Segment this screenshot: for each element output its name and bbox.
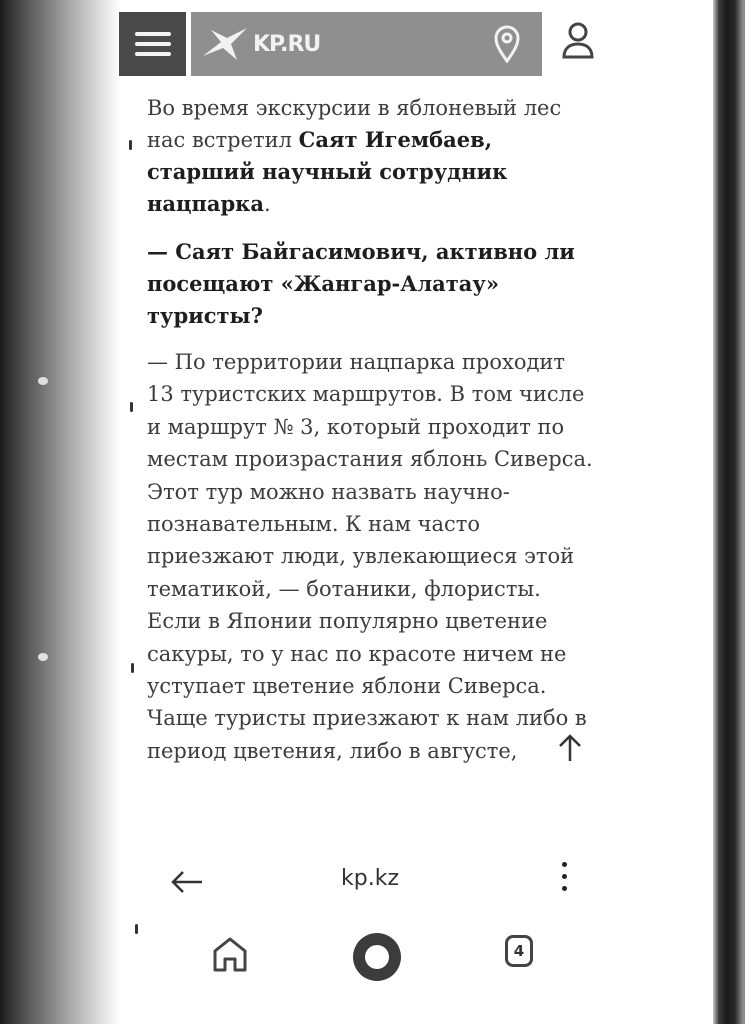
kp-logo[interactable] xyxy=(201,26,320,62)
scan-speck xyxy=(135,924,138,934)
scan-blob xyxy=(38,377,48,385)
intro-paragraph: Во время экскурсии в яблоневый лес нас встретил Саят Игембаев, старший научный сотрудник нацпарка. xyxy=(147,96,562,216)
swallow-icon xyxy=(201,26,249,62)
user-icon[interactable] xyxy=(560,20,596,60)
menu-button[interactable] xyxy=(119,12,186,76)
address-bar-url[interactable]: kp.kz xyxy=(341,866,399,891)
hamburger-icon xyxy=(135,32,171,36)
map-pin-icon[interactable] xyxy=(493,24,521,64)
kebab-menu-icon[interactable] xyxy=(559,862,569,896)
arrow-left-icon[interactable] xyxy=(170,868,204,896)
scan-speck xyxy=(129,140,132,150)
logo-text: KP.RU xyxy=(253,31,321,57)
tabs-counter-button[interactable]: 4 xyxy=(505,935,533,967)
scan-right-edge xyxy=(713,0,745,1024)
scan-speck xyxy=(131,663,134,673)
interview-question: — Саят Байгасимович, активно ли посещают «Жангар-Алатау» туристы? xyxy=(147,239,575,328)
home-icon[interactable] xyxy=(210,935,250,973)
interview-answer: — По территории нацпарка проходит 13 туристских маршрутов. В том числе и маршрут № 3, который проходит по местам произрастания яблонь Сиверса. Этот тур можно назвать научно-познавательным. К нам часто приезжают люди, увлекающиеся этой тематикой, — ботаники, флористы. Если в Японии популярно цветение сакуры, то у нас по красоте ничем не уступает цветение яблони Сиверса. Чаще туристы приезжают к нам либо в период цветения, либо в августе, xyxy=(147,350,593,763)
site-header xyxy=(191,12,542,76)
article-body xyxy=(147,92,597,767)
scan-left-shadow xyxy=(0,0,120,1024)
scroll-to-top-icon[interactable] xyxy=(556,733,584,763)
scan-blob xyxy=(38,653,48,661)
scan-speck xyxy=(130,402,133,412)
interviewee-name: Саят Игембаев, старший научный сотрудник нацпарка xyxy=(147,127,508,216)
alice-assistant-icon[interactable] xyxy=(350,930,404,984)
